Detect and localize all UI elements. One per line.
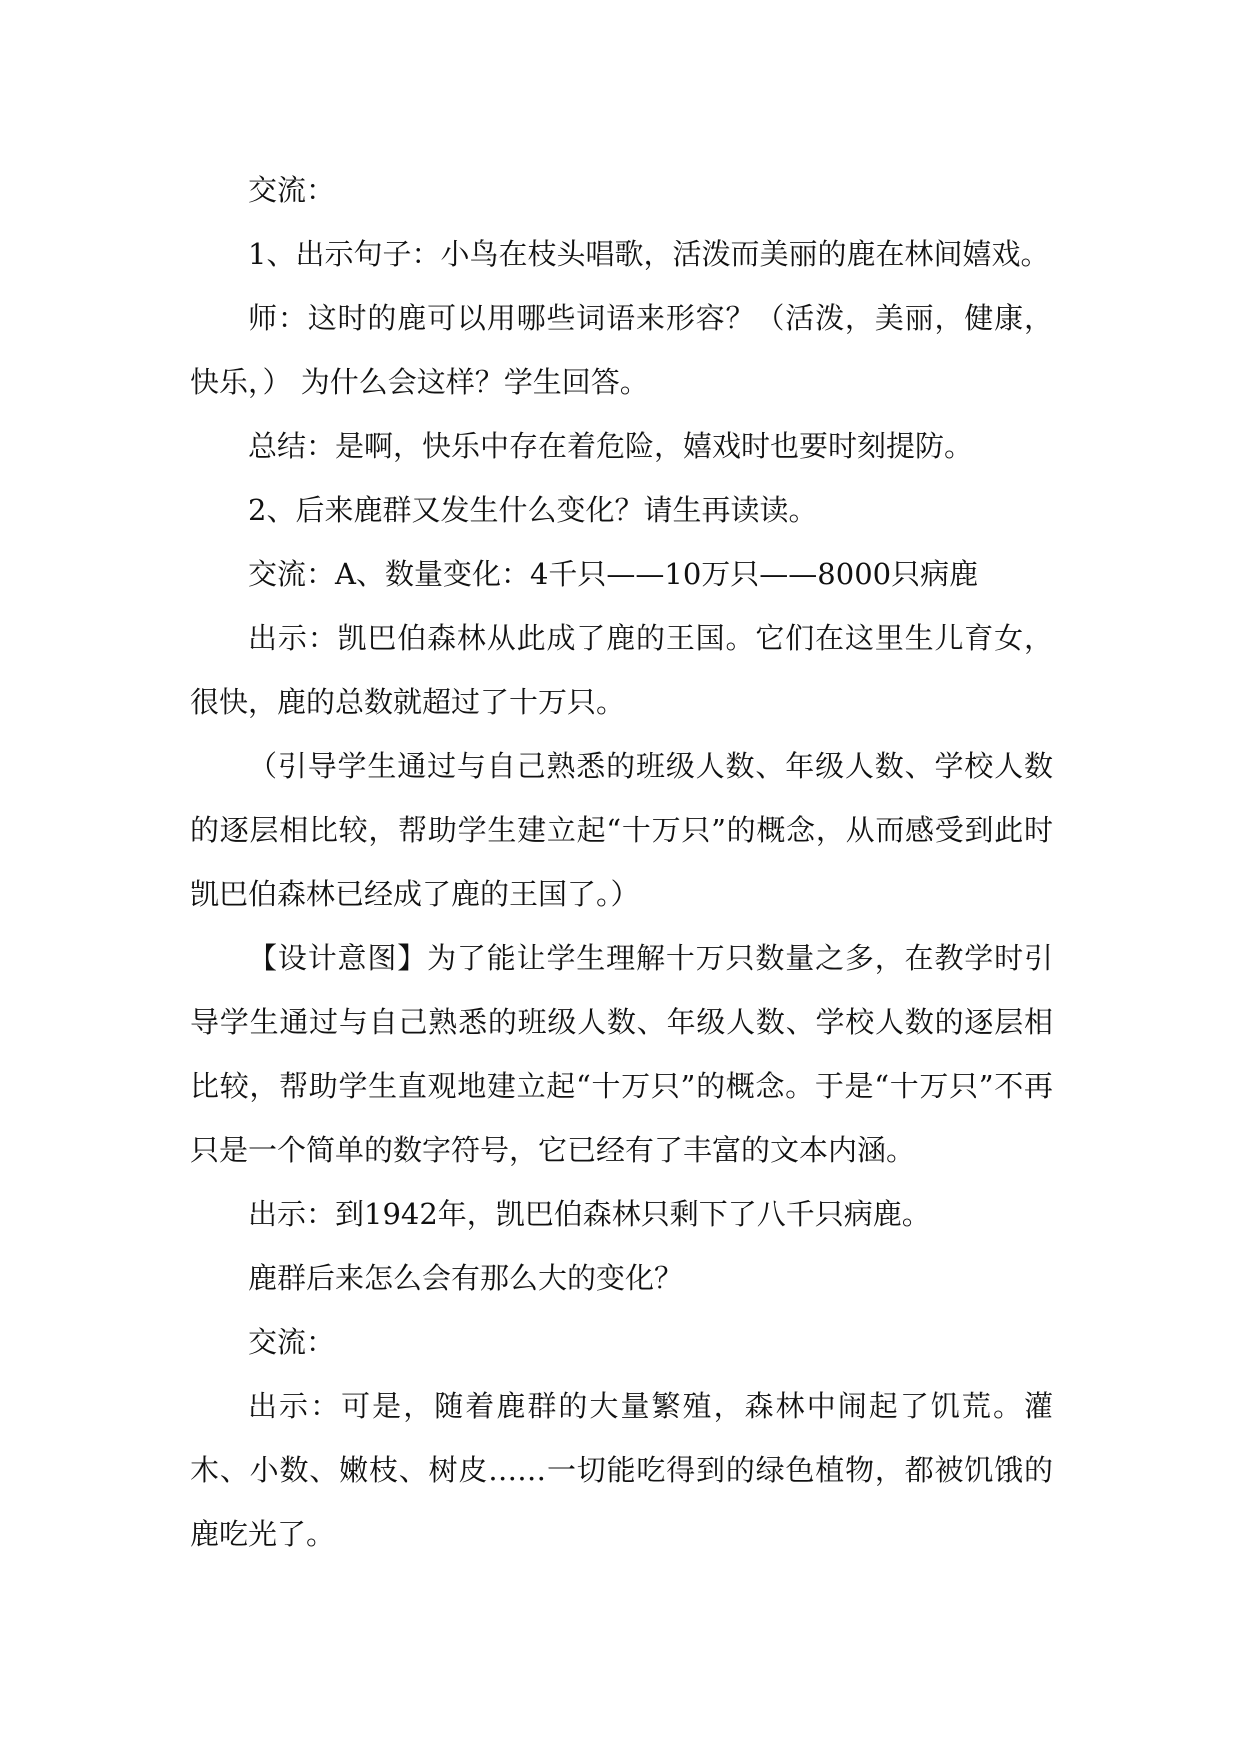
paragraph-1942: 出示：到1942年，凯巴伯森林只剩下了八千只病鹿。 [248, 1197, 931, 1231]
paragraph-why-change: 鹿群后来怎么会有那么大的变化？ [248, 1261, 684, 1295]
document-body [190, 158, 1053, 1566]
paragraph-teacher-question: 师：这时的鹿可以用哪些词语来形容？（活泼，美丽，健康，快乐，） 为什么会这样？学生回答。 [190, 301, 1053, 399]
paragraph-design-intent: 【设计意图】为了能让学生理解十万只数量之多，在教学时引导学生通过与自己熟悉的班级人数、年级人数、学校人数的逐层相比较，帮助学生直观地建立起“十万只”的概念。于是“十万只”不再只是一个简单的数字符号，它已经有了丰富的文本内涵。 [190, 941, 1053, 1167]
paragraph-quantity-change: 交流：A、数量变化：4千只——10万只——8000只病鹿 [248, 557, 979, 591]
paragraph-guidance: （引导学生通过与自己熟悉的班级人数、年级人数、学校人数的逐层相比较，帮助学生建立起“十万只”的概念，从而感受到此时凯巴伯森林已经成了鹿的王国了。） [190, 749, 1053, 911]
paragraph-famine: 出示：可是，随着鹿群的大量繁殖，森林中闹起了饥荒。灌木、小数、嫩枝、树皮……一切能吃得到的绿色植物，都被饥饿的鹿吃光了。 [190, 1389, 1053, 1551]
paragraph-exchange-1: 交流： [248, 173, 336, 207]
paragraph-deer-kingdom: 出示：凯巴伯森林从此成了鹿的王国。它们在这里生儿育女，很快，鹿的总数就超过了十万只。 [190, 621, 1053, 719]
paragraph-herd-change: 2、后来鹿群又发生什么变化？请生再读读。 [248, 493, 818, 527]
paragraph-exchange-2: 交流： [248, 1325, 336, 1359]
paragraph-show-sentence: 1、出示句子：小鸟在枝头唱歌，活泼而美丽的鹿在林间嬉戏。 [248, 237, 1050, 271]
paragraph-summary: 总结：是啊，快乐中存在着危险，嬉戏时也要时刻提防。 [248, 429, 974, 463]
